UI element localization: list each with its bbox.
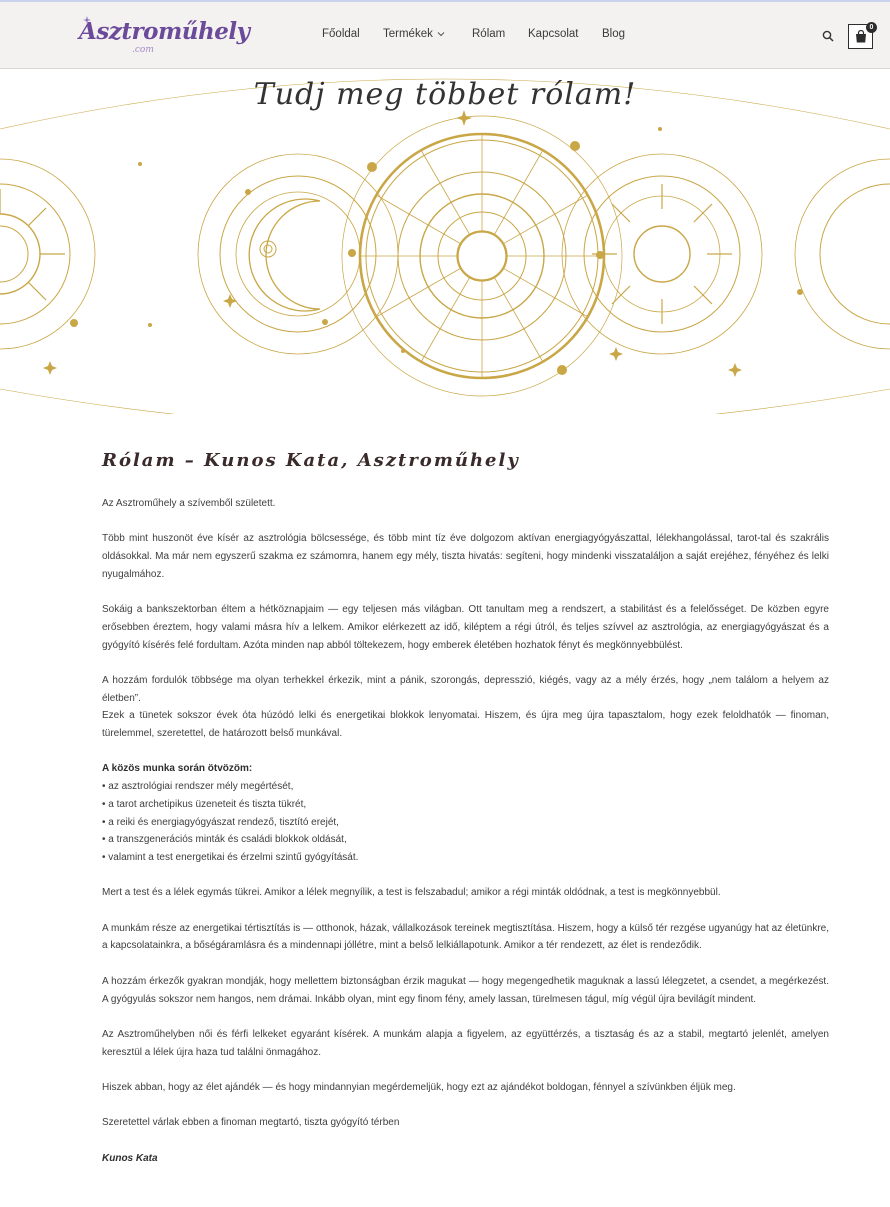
list-item: • a reiki és energiagyógyászat rendező, tisztító erejét, [102, 816, 339, 828]
list-item: • az asztrológiai rendszer mély megértését, [102, 781, 294, 793]
list-item: • a transzgenerációs minták és családi blokkok oldását, [102, 834, 347, 846]
nav-item-termekek-label: Termékek [383, 28, 433, 40]
cart-count-badge: 0 [866, 22, 877, 33]
nav-item-rolam[interactable]: Rólam [472, 28, 506, 40]
hero-banner [0, 69, 890, 414]
paragraph-guidance: Az Asztroműhelyben női és férfi lelkeket egyaránt kísérek. A munkám alapja a figyelem, az együttérzés, a tisztaság és az a stabil, megtartó jelenlét, amelyen keresztül a lélek újra haza tud találni önmagához. [102, 1028, 829, 1058]
search-icon[interactable] [822, 30, 834, 42]
paragraph-experience: Több mint huszonöt éve kísér az asztrológia bölcsessége, és több mint tíz éve dolgozom aktívan energiagyógyászattal, lélekhangolással, tarot-tal és szakrális oldásokkal. Ma már nem egyszerű szakma ez számomra, hanem egy mély, tiszta hivatás: segíteni, hogy mindenki visszataláljon a saját erejéhez, fényéhez és lelki nyugalmához. [102, 533, 829, 580]
nav-item-fooldal[interactable]: Főoldal [322, 28, 360, 40]
logo-text: Asztroműhely [79, 18, 250, 45]
logo-subtext: .com [132, 45, 154, 55]
site-header [0, 2, 890, 69]
paragraph-clients [102, 672, 829, 743]
paragraph-life-gift: Hiszek abban, hogy az élet ajándék — és hogy mindannyian megérdemeljük, hogy ezt az ajándékot boldogan, fénnyel a szívünkben éljük meg. [102, 1082, 736, 1094]
list-item: • a tarot archetipikus üzeneteit és tiszta tükrét, [102, 798, 307, 810]
site-logo[interactable] [79, 14, 250, 60]
methods-list-title: A közös munka során ötvözöm: [102, 763, 253, 775]
list-item: • valamint a test energetikai és érzelmi szintű gyógyítását. [102, 852, 359, 863]
page-title: Tudj meg többet rólam! [253, 77, 637, 112]
about-content [102, 446, 829, 1185]
intro-paragraph: Az Asztroműhely a szívemből született. [102, 498, 276, 509]
paragraph-background: Sokáig a bankszektorban éltem a hétköznapjaim — egy teljesen más világban. Ott tanultam meg a rendszert, a stabilitást és a felelősséget. De közben egyre erősebben éreztem, hogy valami másra hív a lelkem. Amikor elérkezett az idő, kiléptem a régi útról, és teljes szívvel az asztrológia, az energiagyógyászat és a gyógyító kísérés felé fordultam. Azóta minden nap abból töltekezem, hogy emberek életében hozhatok fényt és megkönnyebbülést. [102, 604, 829, 651]
paragraph-space-clearing: A munkám része az energetikai tértisztítás is — otthonok, házak, vállalkozások tereinek megtisztítása. Hiszem, hogy a külső tér rezgése ugyanúgy hat az életünkre, a kapcsolatainkra, a bőségáramlásra és a mindennapi jóllétre, mint a belső lelkiállapotunk. Amikor a tér rendezett, az élet is rendeződik. [102, 922, 829, 952]
paragraph-safety: A hozzám érkezők gyakran mondják, hogy mellettem biztonságban érzik magukat — hogy megengedhetik maguknak a lassú lélegzetet, a csendet, a megérkezést. A gyógyulás sokszor nem hangos, nem drámai. Inkább olyan, mint egy finom fény, amely lassan, türelmesen tágul, míg végül újra bevilágít mindent. [102, 975, 829, 1005]
paragraph-clients-b: Ezek a tünetek sokszor évek óta húzódó lelki és energetikai blokkok lenyomatai. Hiszem, és újra meg újra tapasztalom, hogy ezek feloldhatók — finoman, türelemmel, szeretettel, de határozott belső munkával. [102, 710, 829, 740]
methods-list [102, 760, 829, 866]
section-title: Rólam – Kunos Kata, Asztroműhely [102, 450, 520, 471]
chevron-down-icon [437, 30, 445, 38]
nav-item-termekek[interactable] [383, 28, 445, 40]
shopping-bag-icon [855, 30, 867, 43]
nav-item-blog[interactable]: Blog [602, 28, 626, 40]
paragraph-clients-a: A hozzám fordulók többsége ma olyan terhekkel érkezik, mint a pánik, szorongás, depresszió, kiégés, vagy az a mély érzés, hogy „nem találom a helyem az életben”. [102, 674, 829, 704]
signature: Kunos Kata [102, 1152, 158, 1164]
zodiac-illustration [0, 69, 890, 414]
paragraph-invitation: Szeretettel várlak ebben a finoman megtartó, tiszta gyógyító térben [102, 1117, 400, 1129]
paragraph-body-soul: Mert a test és a lélek egymás tükrei. Amikor a lélek megnyílik, a test is felszabadul; amikor a régi minták oldódnak, a test is megkönnyebbül. [102, 887, 721, 899]
nav-item-kapcsolat[interactable]: Kapcsolat [528, 28, 579, 40]
